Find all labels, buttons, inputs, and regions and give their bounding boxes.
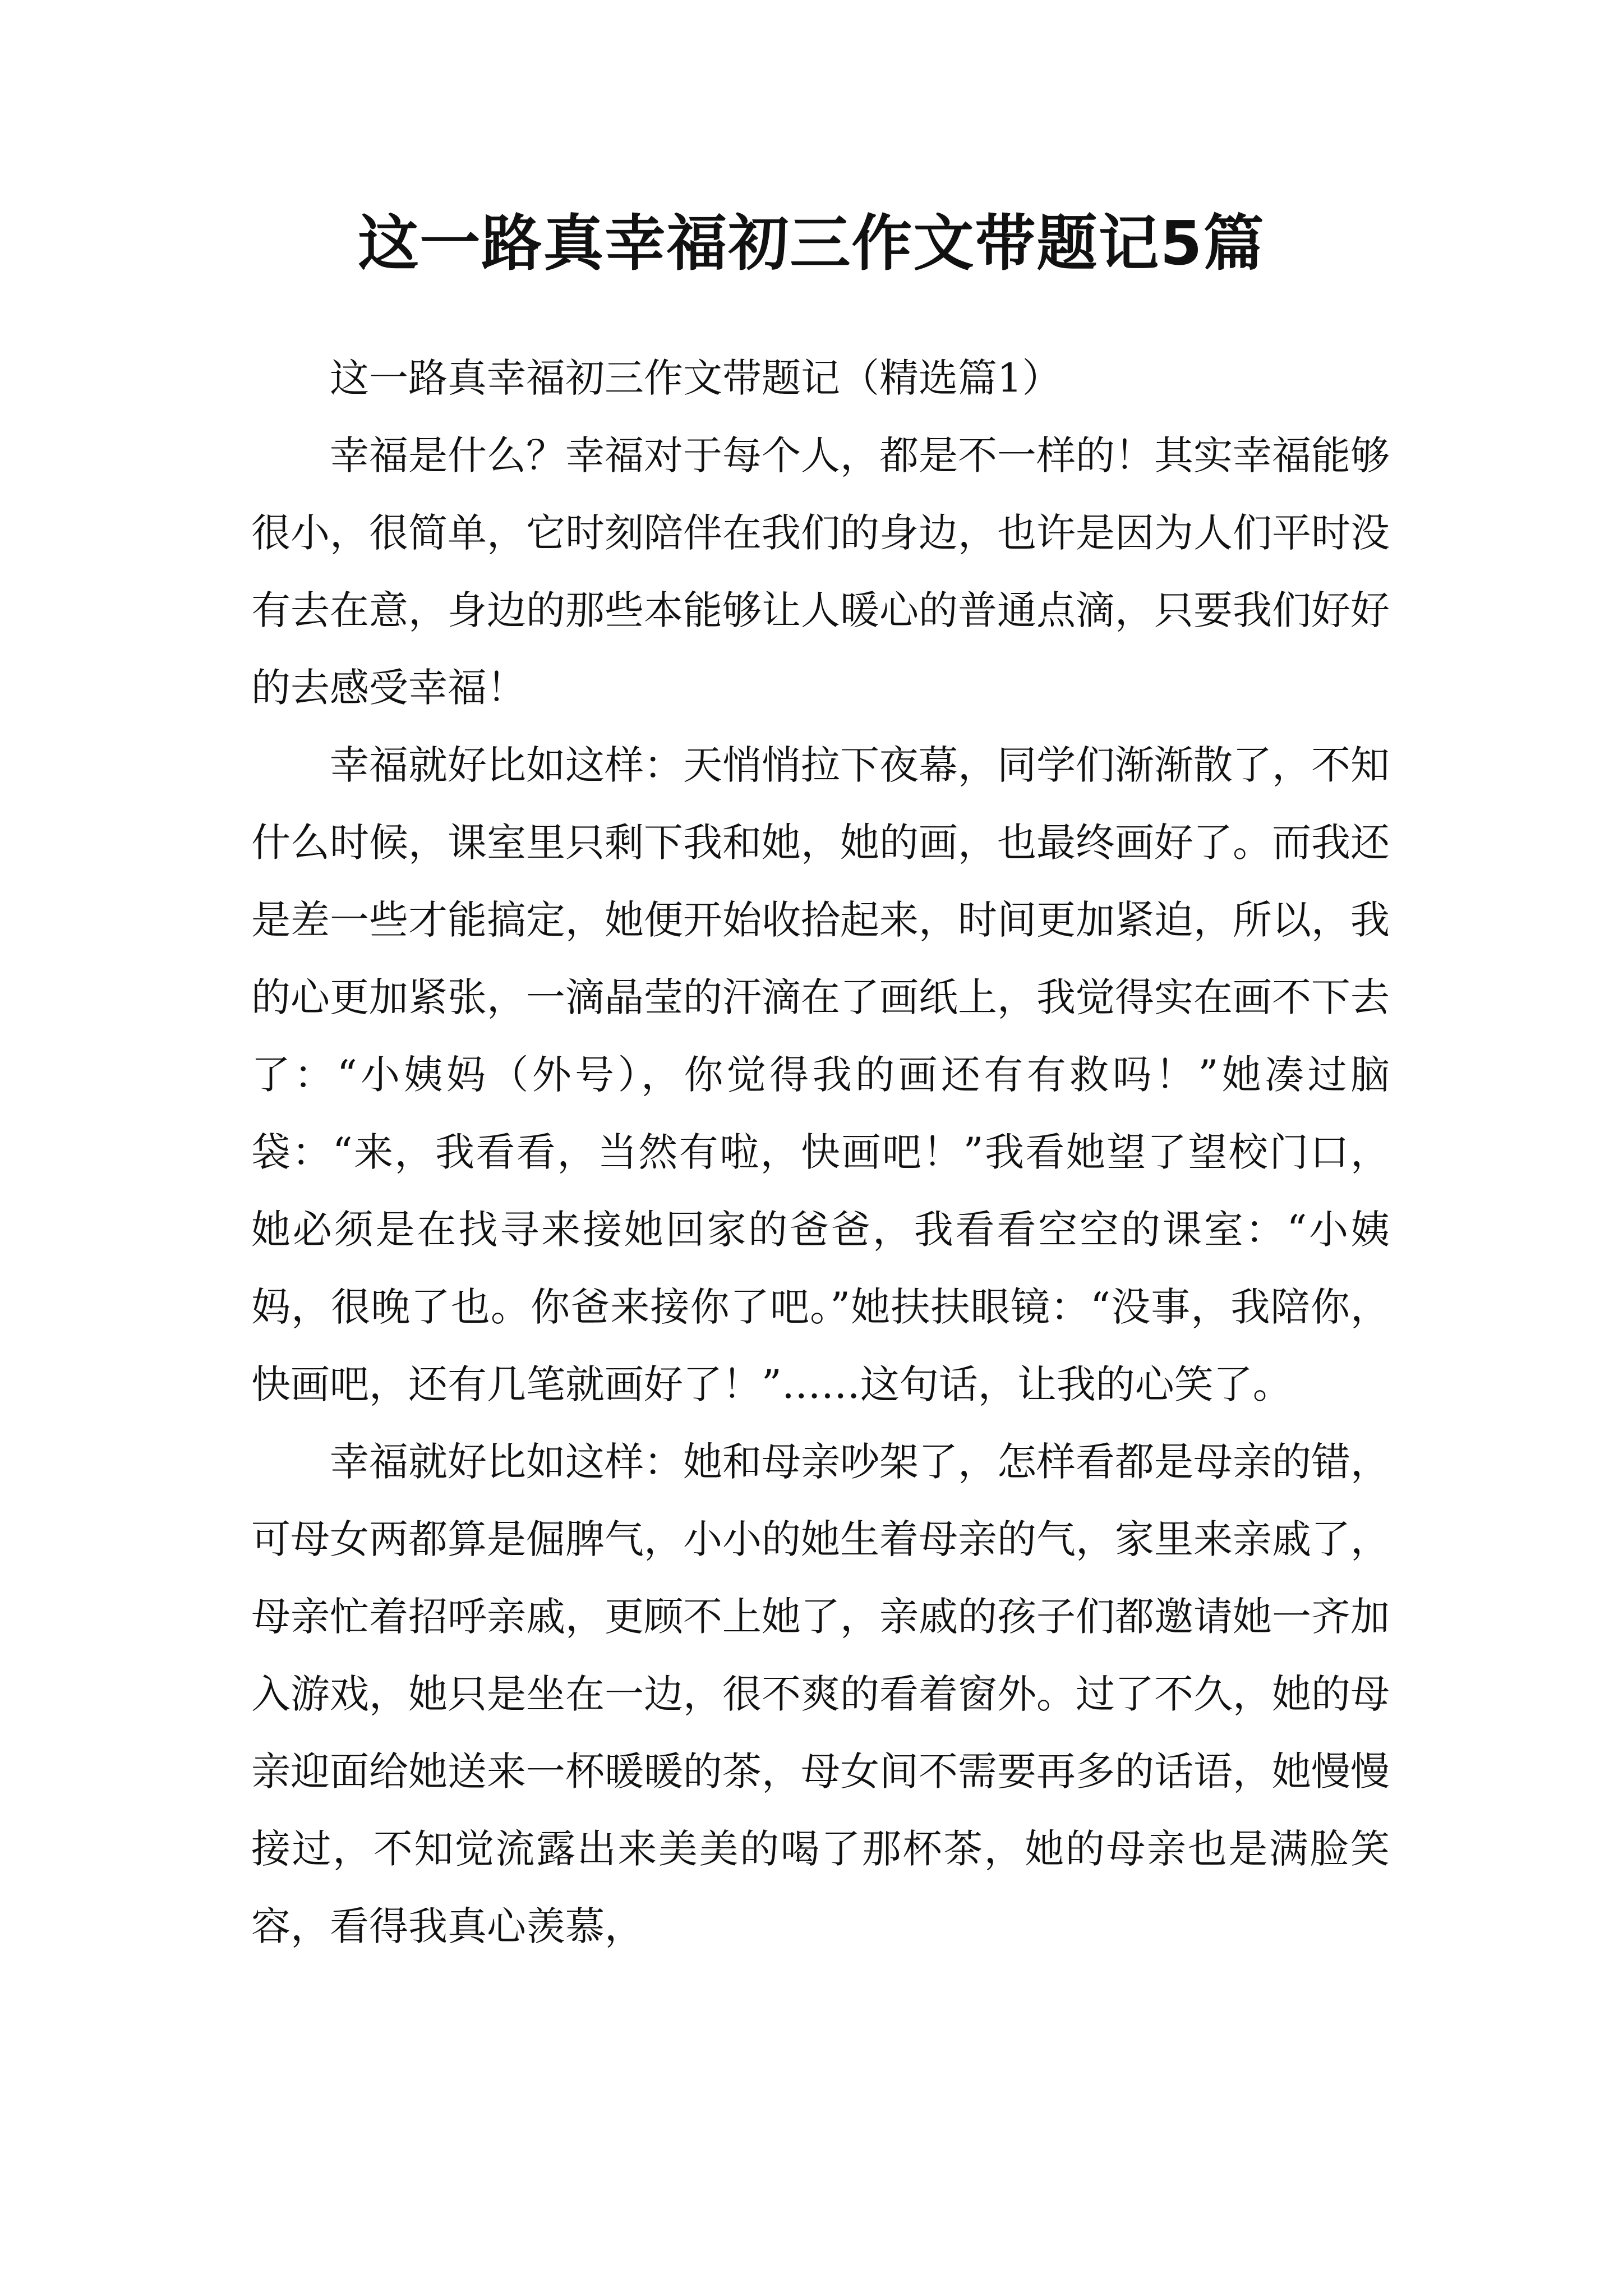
paragraph-3: 幸福就好比如这样：她和母亲吵架了，怎样看都是母亲的错，可母女两都算是倔脾气，小小的她生着母亲的气，家里来亲戚了，母亲忙着招呼亲戚，更顾不上她了，亲戚的孩子们都邀请她一齐加入游戏，她只是坐在一边，很不爽的看着窗外。过了不久，她的母亲迎面给她送来一杯暖暖的茶，母女间不需要再多的话语，她慢慢接过，不知觉流露出来美美的喝了那杯茶，她的母亲也是满脸笑容，看得我真心羡慕， (251, 1439, 1390, 1949)
document-body (251, 339, 1390, 1965)
document-title: 这一路真幸福初三作文带题记5篇 (358, 209, 1265, 279)
section-heading: 这一路真幸福初三作文带题记（精选篇1） (330, 355, 1062, 401)
paragraph-2: 幸福就好比如这样：天悄悄拉下夜幕，同学们渐渐散了，不知什么时候，课室里只剩下我和她，她的画，也最终画好了。而我还是差一些才能搞定，她便开始收拾起来，时间更加紧迫，所以，我的心更加紧张，一滴晶莹的汗滴在了画纸上，我觉得实在画不下去了：“小姨妈（外号），你觉得我的画还有有救吗！”她凑过脑袋：“来，我看看，当然有啦，快画吧！”我看她望了望校门口，她必须是在找寻来接她回家的爸爸，我看看空空的课室：“小姨妈，很晚了也。你爸来接你了吧。”她扶扶眼镜：“没事，我陪你，快画吧，还有几笔就画好了！”……这句话，让我的心笑了。 (251, 742, 1390, 1407)
paragraph-1: 幸福是什么？幸福对于每个人，都是不一样的！其实幸福能够很小，很简单，它时刻陪伴在我们的身边，也许是因为人们平时没有去在意，身边的那些本能够让人暖心的普通点滴，只要我们好好的去感受幸福！ (251, 432, 1390, 711)
